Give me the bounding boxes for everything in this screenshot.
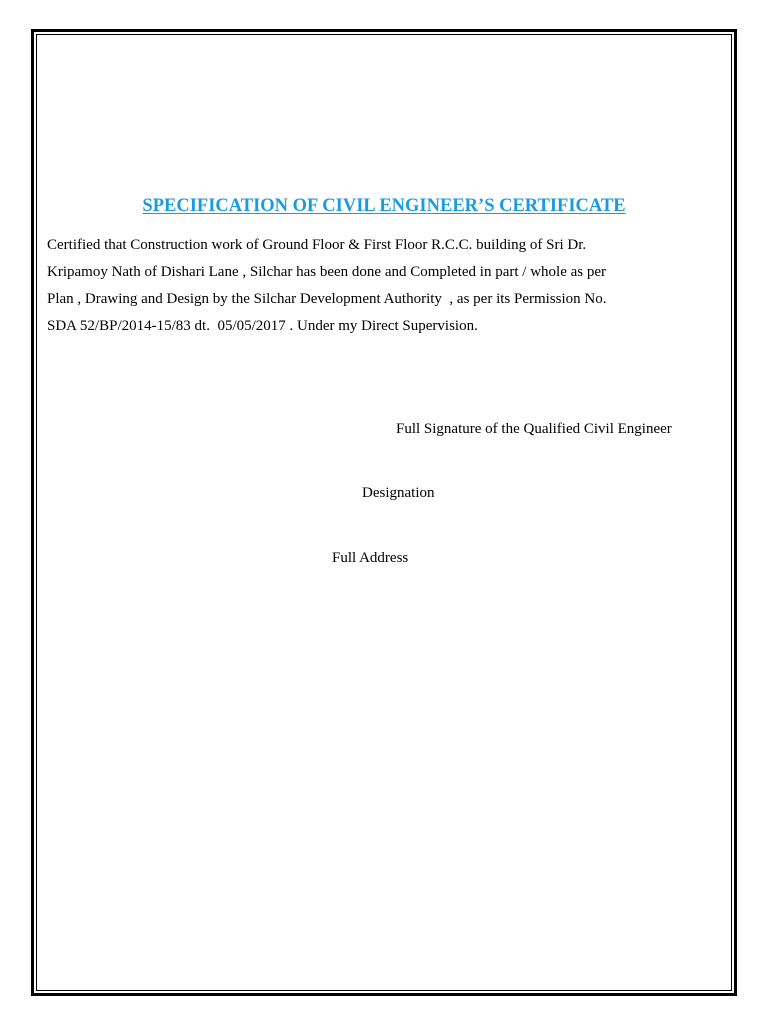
certificate-body (47, 232, 737, 340)
body-line: Plan , Drawing and Design by the Silchar Development Authority , as per its Permission No. (47, 291, 607, 307)
address-label: Full Address (332, 550, 409, 566)
page-border-inner (36, 34, 732, 991)
certificate-title: SPECIFICATION OF CIVIL ENGINEER’S CERTIFICATE (142, 196, 626, 216)
body-line: Kripamoy Nath of Dishari Lane , Silchar has been done and Completed in part / whole as per (47, 264, 607, 280)
signature-label: Full Signature of the Qualified Civil Engineer (396, 421, 672, 437)
designation-label: Designation (362, 485, 435, 501)
body-line: Certified that Construction work of Ground Floor & First Floor R.C.C. building of Sri Dr. (47, 237, 587, 253)
body-line: SDA 52/BP/2014-15/83 dt. 05/05/2017 . Under my Direct Supervision. (47, 318, 478, 334)
